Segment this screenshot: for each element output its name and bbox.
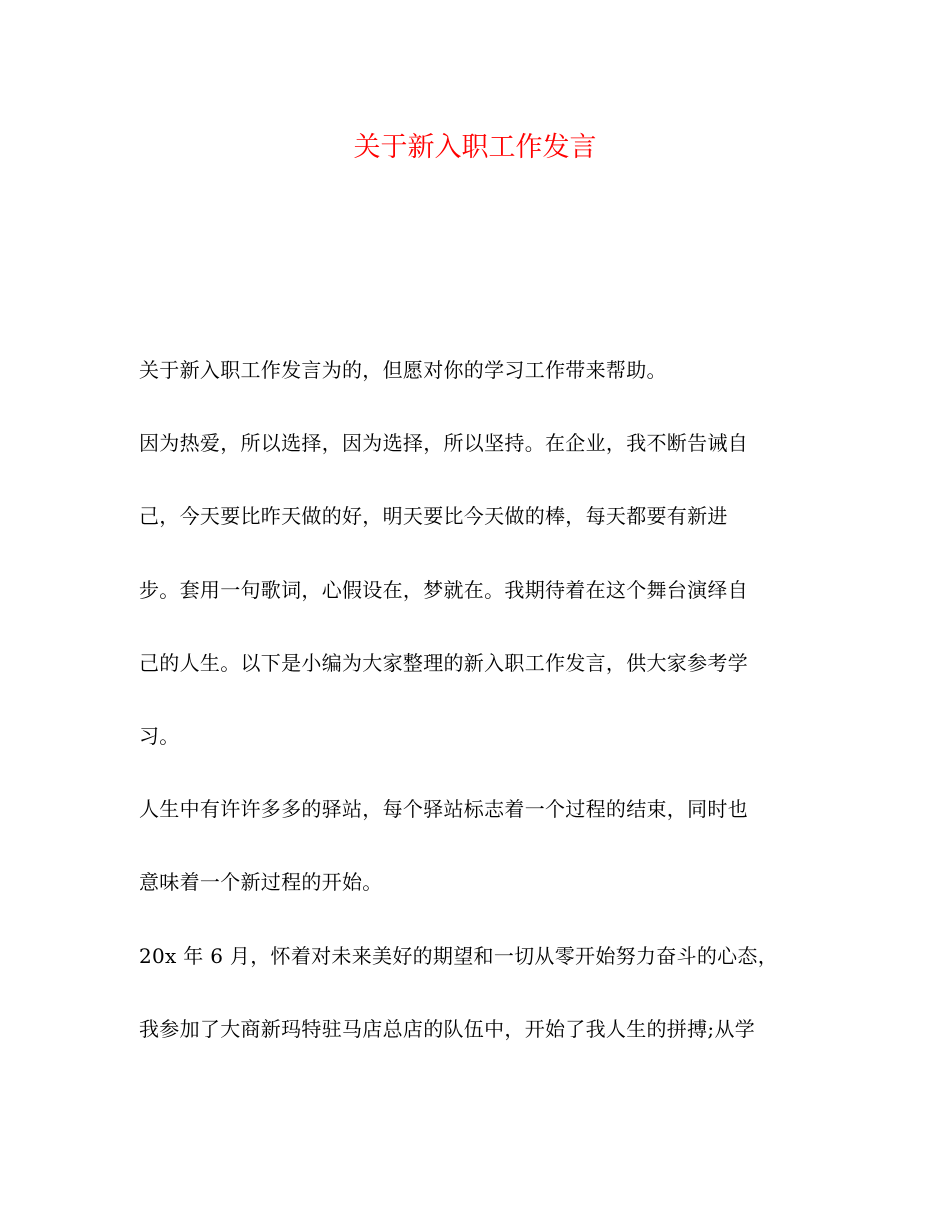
body-line-6: 习。 [139,723,180,748]
document-body [139,358,819,1090]
body-line-9: 20x 年 6 月，怀着对未来美好的期望和一切从零开始努力奋斗的心态， [139,943,779,968]
body-line-10: 我参加了大商新玛特驻马店总店的队伍中，开始了我人生的拼搏;从学 [139,1016,756,1041]
body-line-2: 因为热爱，所以选择，因为选择，所以坚持。在企业，我不断告诫自 [139,431,748,456]
body-line-8: 意味着一个新过程的开始。 [139,870,383,895]
body-line-3: 己，今天要比昨天做的好，明天要比今天做的棒，每天都要有新进 [139,504,728,529]
body-line-5: 己的人生。以下是小编为大家整理的新入职工作发言，供大家参考学 [139,650,748,675]
body-line-1: 关于新入职工作发言为的，但愿对你的学习工作带来帮助。 [139,358,667,382]
document-title: 关于新入职工作发言 [353,132,597,163]
body-line-4: 步。套用一句歌词，心假设在，梦就在。我期待着在这个舞台演绎自 [139,577,748,602]
body-line-7: 人生中有许许多多的驿站，每个驿站标志着一个过程的结束，同时也 [139,797,748,822]
